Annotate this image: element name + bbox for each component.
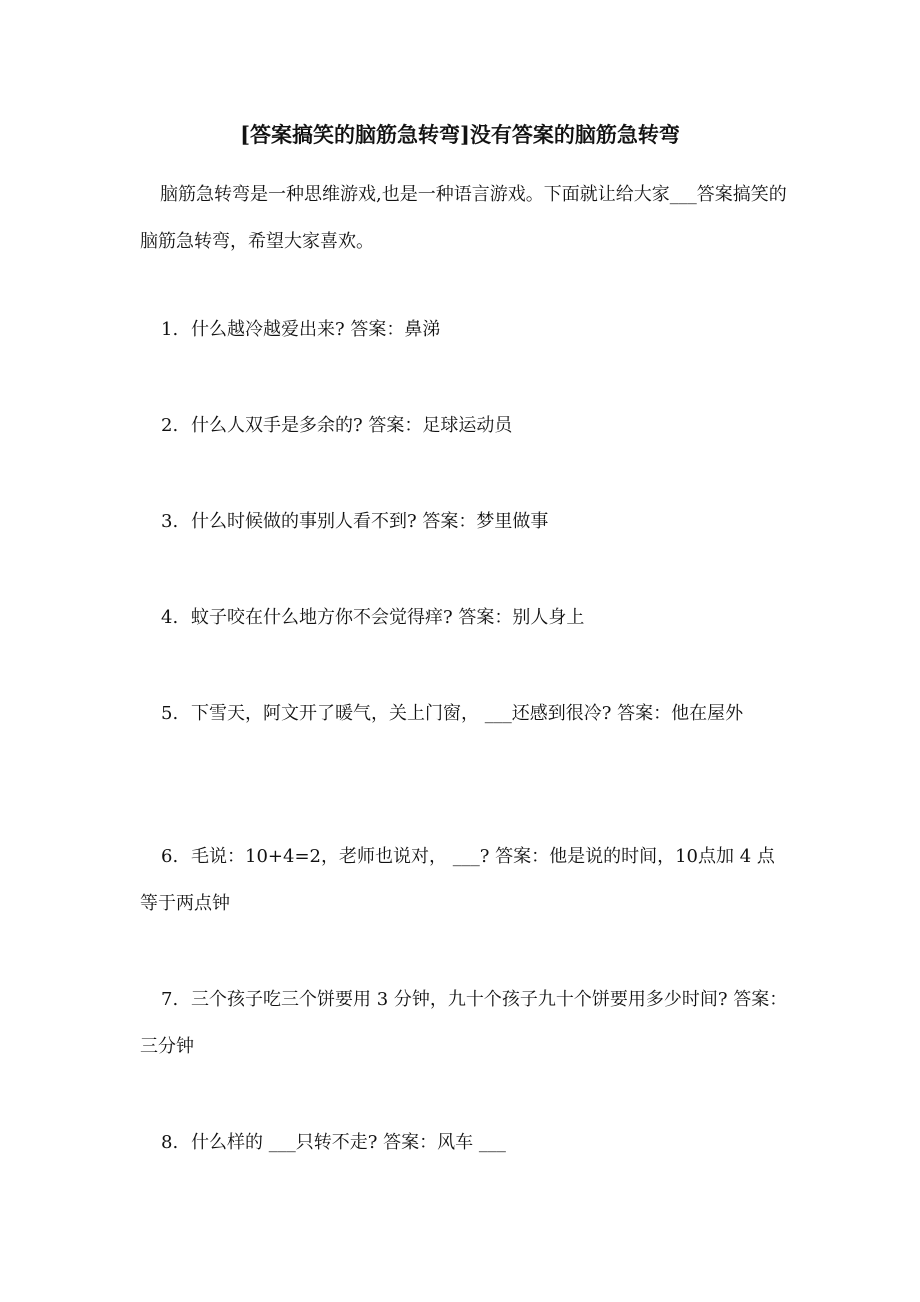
item-number: 4. xyxy=(161,607,179,628)
item-text: 毛说：10+4=2，老师也说对， ___? 答案：他是说的时间，10点加 4 点等于两点钟 xyxy=(140,846,775,914)
item-number: 1. xyxy=(161,319,179,340)
list-item xyxy=(140,402,790,449)
list-item xyxy=(140,306,790,353)
list-item xyxy=(140,833,790,927)
item-text: 三个孩子吃三个饼要用 3 分钟，九十个孩子九十个饼要用多少时间? 答案：三分钟 xyxy=(140,989,788,1057)
item-number: 8. xyxy=(161,1132,179,1153)
item-number: 2. xyxy=(161,415,179,436)
list-item xyxy=(140,690,790,737)
list-item xyxy=(140,594,790,641)
intro-paragraph: 脑筋急转弯是一种思维游戏,也是一种语言游戏。下面就让给大家___答案搞笑的脑筋急转弯，希望大家喜欢。 xyxy=(140,184,787,252)
list-item xyxy=(140,1119,790,1166)
item-text: 什么时候做的事别人看不到? 答案：梦里做事 xyxy=(191,511,549,532)
list-item xyxy=(140,976,790,1070)
item-text: 什么越冷越爱出来? 答案：鼻涕 xyxy=(191,319,441,340)
item-text: 蚊子咬在什么地方你不会觉得痒? 答案：别人身上 xyxy=(191,607,585,628)
item-text: 什么人双手是多余的? 答案：足球运动员 xyxy=(191,415,513,436)
list-item xyxy=(140,498,790,545)
document-title: [答案搞笑的脑筋急转弯]没有答案的脑筋急转弯 xyxy=(240,122,680,147)
item-number: 3. xyxy=(161,511,179,532)
item-number: 7. xyxy=(161,989,179,1010)
item-text: 什么样的 ___只转不走? 答案：风车 ___ xyxy=(191,1132,506,1153)
item-number: 6. xyxy=(161,846,179,867)
item-text: 下雪天，阿文开了暖气，关上门窗， ___还感到很冷? 答案：他在屋外 xyxy=(191,703,744,724)
item-number: 5. xyxy=(161,703,179,724)
